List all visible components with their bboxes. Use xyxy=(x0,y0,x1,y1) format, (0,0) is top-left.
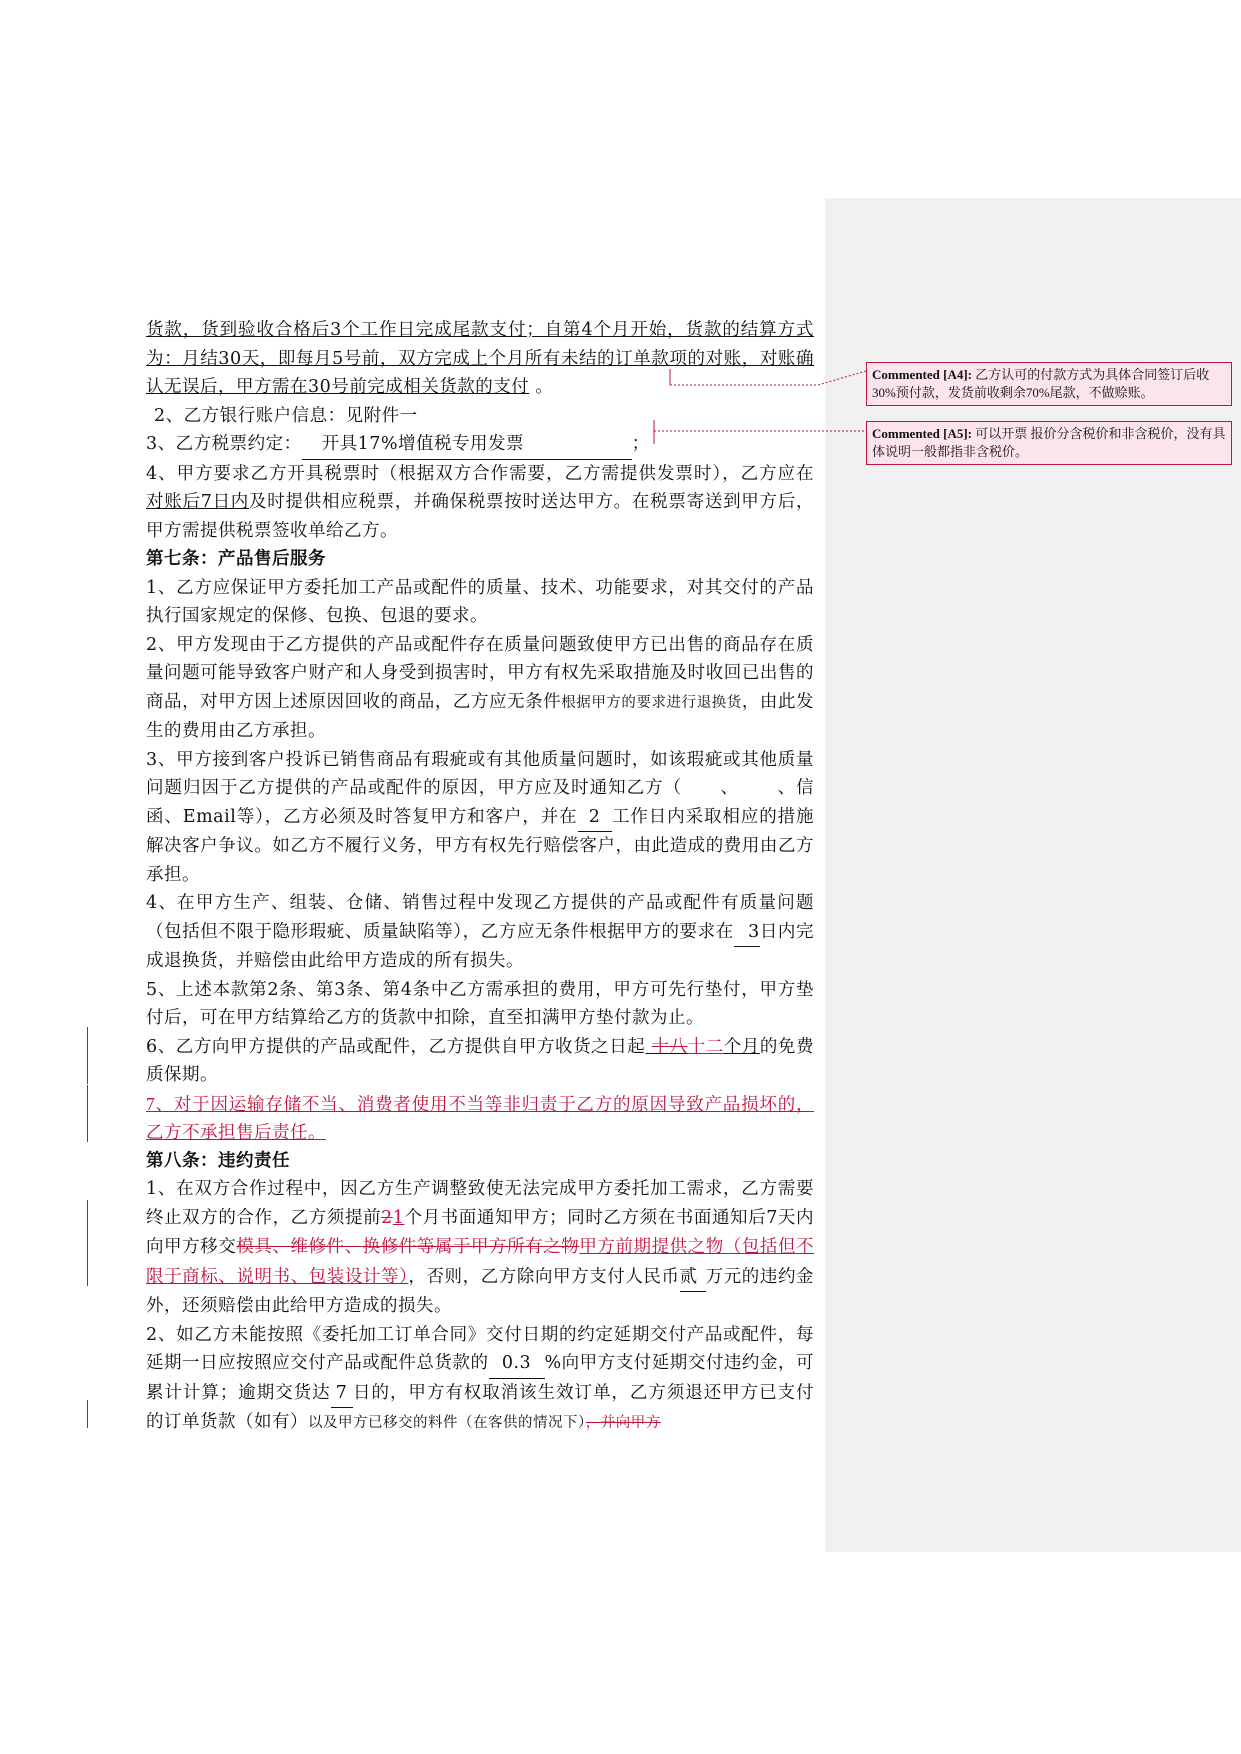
return-days-field: 3 xyxy=(734,918,760,948)
change-bar xyxy=(87,1027,88,1084)
deleted-text: 模具、维修件、换修件等属于甲方所有之物 xyxy=(236,1237,580,1257)
clause-text: 6、乙方向甲方提供的产品或配件，乙方提供自甲方收货之日起 xyxy=(146,1036,646,1057)
clause-text: 个月书面通知甲方；同时乙方须在书面通知后7天内向甲方移交 xyxy=(146,1207,815,1257)
clause-text: 日的，甲方有权取消该生效订单，乙方须退还甲方已支付的订单货款（如有） xyxy=(146,1382,815,1432)
clause-text: 信函、Email等），乙方必须及时答复甲方和客户，并在 xyxy=(146,778,815,827)
clause-text: 4、在甲方生产、组装、仓储、销售过程中发现乙方提供的产品或配件有质量问题（包括但不限于隐形瑕疵、质量缺陷等），乙方应无条件根据甲方的要求在 xyxy=(146,893,814,942)
clause-text-end: 日内完成退换货，并赔偿由此给甲方造成的所有损失。 xyxy=(146,921,815,971)
tax-item-label: 3、乙方税票约定： xyxy=(146,434,302,454)
comment-a4-text: 乙方认可的付款方式为具体合同签订后收30%预付款，发货前收剩余70%尾款，不做赊账。 xyxy=(872,367,1210,400)
comment-a5[interactable] xyxy=(866,421,1232,465)
comment-a5-label: Commented [A5]: xyxy=(872,426,973,441)
clause-text-small: 以及甲方已移交的料件（在客供的情况下） xyxy=(308,1415,586,1431)
article-7-heading: 第七条：产品售后服务 xyxy=(146,549,326,569)
change-bar xyxy=(87,1085,88,1142)
article-7-clause-2 xyxy=(146,631,814,746)
payment-terms-paragraph xyxy=(146,316,814,402)
change-bar xyxy=(87,1200,88,1286)
article-7-clause-5: 5、上述本款第2条、第3条、第4条中乙方需承担的费用，甲方可先行垫付，甲方垫付后，可在甲方结算给乙方的货款中扣除，直至扣满甲方垫付款为止。 xyxy=(146,979,814,1028)
tax-item-value: 开具17%增值税专用发票 xyxy=(302,430,632,460)
bank-info-item: 2、乙方银行账户信息：见附件一 xyxy=(154,405,418,426)
article-8-heading: 第八条：违约责任 xyxy=(146,1150,290,1171)
article-7-clause-3 xyxy=(146,746,814,890)
inserted-text: 甲方前期提供之物（包括但不限于商标、说明书、包装设计等） xyxy=(146,1236,815,1286)
clause-text: 1、在双方合作过程中，因乙方生产调整致使无法完成甲方委托加工需求，乙方需要终止双方的合作，乙方须提前 xyxy=(146,1179,814,1228)
warranty-period: 个月 xyxy=(723,1036,760,1057)
invoice-text: 4、甲方要求乙方开具税票时（根据双方合作需要，乙方需提供发票时），乙方应在 xyxy=(146,463,814,484)
article-7-clause-7-inserted: 7、对于因运输存储不当、消费者使用不当等非归责于乙方的原因导致产品损坏的，乙方不承担售后责任。 xyxy=(146,1093,814,1142)
clause-text-end: 工作日内采取相应的措施解决客户争议。如乙方不履行义务，甲方有权先行赔偿客户，由此造成的费用由乙方承担。 xyxy=(146,806,814,885)
clause-text-end: 万元的违约金外，还须赔偿由此给甲方造成的损失。 xyxy=(146,1266,815,1316)
penalty-amount-field: 贰 xyxy=(680,1263,706,1293)
tax-item-end: ； xyxy=(631,434,650,454)
payment-terms-end: 。 xyxy=(535,377,554,397)
deleted-text: 十八 xyxy=(651,1036,688,1057)
clause-text: %向甲方支付延期交付违约金，可累计计算；逾期交货达 xyxy=(146,1353,814,1403)
clause-text: ，否则，乙方除向甲方支付人民币 xyxy=(408,1266,680,1287)
article-7-clause-1: 1、乙方应保证甲方委托加工产品或配件的质量、技术、功能要求，对其交付的产品执行国家规定的保修、包换、包退的要求。 xyxy=(146,577,814,626)
tax-item xyxy=(146,430,814,460)
clause-text-small: 根据甲方的要求进行退换货 xyxy=(561,694,742,711)
clause-separator: 、 xyxy=(777,778,797,798)
change-bar xyxy=(87,1400,88,1428)
article-7-clause-6 xyxy=(146,1033,814,1090)
deleted-text: ，并向甲方 xyxy=(585,1415,661,1431)
clause-separator: 、 xyxy=(720,778,740,798)
clause-text: 3、甲方接到客户投诉已销售商品有瑕疵或有其他质量问题时，如该瑕疵或其他质量问题归因于乙方提供的产品或配件的原因，甲方应及时通知乙方（ xyxy=(146,749,814,798)
invoice-deadline: 对账后7日内 xyxy=(146,492,250,512)
comment-a5-text: 可以开票 报价分含税价和非含税价，没有具体说明一般都指非含税价。 xyxy=(872,426,1226,459)
article-8-clause-2 xyxy=(146,1321,814,1438)
invoice-text-rest: 及时提供相应税票，并确保税票按时送达甲方。在税票寄送到甲方后，甲方需提供税票签收单给乙方。 xyxy=(146,492,814,541)
comment-a4[interactable] xyxy=(866,362,1232,406)
article-7-clause-4 xyxy=(146,889,814,976)
clause-text: 2、甲方发现由于乙方提供的产品或配件存在质量问题致使甲方已出售的商品存在质量问题可能导致客户财产和人身受到损害时，甲方有权先采取措施及时收回已出售的商品，对甲方因上述原因回收的商品，乙方应无条件 xyxy=(146,634,814,712)
inserted-text: 1 xyxy=(392,1207,405,1228)
invoice-item xyxy=(146,460,814,546)
comment-a4-label: Commented [A4]: xyxy=(872,367,973,382)
response-days-field: 2 xyxy=(578,803,612,833)
contract-body xyxy=(146,316,814,1438)
clause-text-end: ，由此发生的费用由乙方承担。 xyxy=(146,691,815,741)
article-8-clause-1 xyxy=(146,1175,814,1321)
clause-text-end: 的免费质保期。 xyxy=(146,1036,814,1085)
payment-terms-text: 货款，货到验收合格后3个工作日完成尾款支付；自第4个月开始，货款的结算方式为：月结30天，即每月5号前，双方完成上个月所有未结的订单款项的对账，对账确认无误后，甲方需在30号前完成相关货款的支付 xyxy=(146,320,814,397)
inserted-text: 十二 xyxy=(687,1036,724,1057)
deleted-text: 2 xyxy=(381,1207,393,1228)
late-fee-rate-field: 0.3 xyxy=(489,1349,545,1379)
clause-text: 2、如乙方未能按照《委托加工订单合同》交付日期的约定延期交付产品或配件，每延期一日应按照应交付产品或配件总货款的 xyxy=(146,1324,814,1373)
overdue-days-field: 7 xyxy=(331,1379,353,1409)
